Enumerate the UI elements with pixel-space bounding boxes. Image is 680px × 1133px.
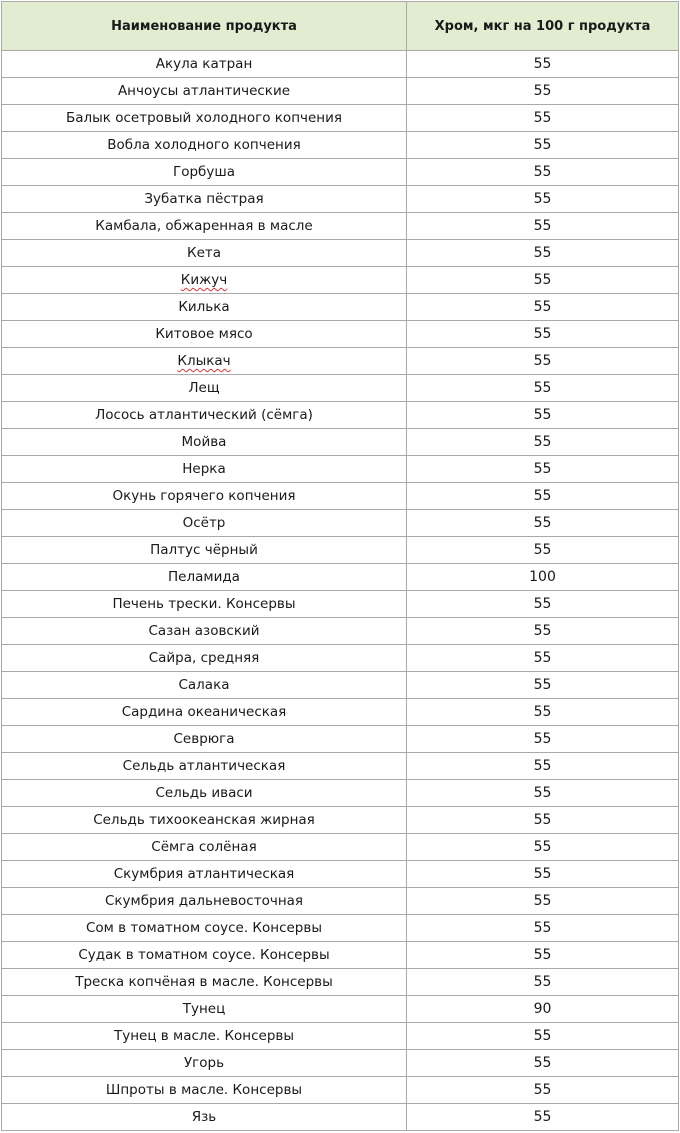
product-name-cell: [2, 672, 407, 699]
chromium-value-cell: 55: [407, 159, 679, 186]
table-row: [2, 1104, 679, 1131]
product-name-cell: [2, 726, 407, 753]
product-name-cell: [2, 888, 407, 915]
chromium-value-cell: 90: [407, 996, 679, 1023]
product-name: Лещ: [188, 380, 220, 396]
table-row: [2, 51, 679, 78]
chromium-value-cell: 55: [407, 213, 679, 240]
product-name: Печень трески. Консервы: [112, 596, 296, 612]
product-name: Судак в томатном соусе. Консервы: [78, 947, 330, 963]
chromium-value-cell: 55: [407, 672, 679, 699]
table-row: [2, 672, 679, 699]
chromium-value-cell: 55: [407, 294, 679, 321]
product-name: Сельдь атлантическая: [122, 758, 286, 774]
table-row: [2, 159, 679, 186]
chromium-value-cell: 55: [407, 51, 679, 78]
product-name: Вобла холодного копчения: [107, 137, 301, 153]
product-name-cell: [2, 105, 407, 132]
table-row: [2, 1050, 679, 1077]
product-name: Скумбрия атлантическая: [113, 866, 295, 882]
table-row: [2, 240, 679, 267]
product-name-cell: [2, 321, 407, 348]
chromium-value-cell: 55: [407, 321, 679, 348]
product-name-cell: [2, 915, 407, 942]
product-name: Балык осетровый холодного копчения: [65, 110, 343, 126]
product-name: Сёмга солёная: [151, 839, 257, 855]
chromium-value-cell: 55: [407, 537, 679, 564]
table-row: [2, 942, 679, 969]
table-row: [2, 132, 679, 159]
product-name: Мойва: [181, 434, 227, 450]
chromium-value-cell: 55: [407, 1023, 679, 1050]
table-row: [2, 294, 679, 321]
product-name-cell: [2, 429, 407, 456]
chromium-value-cell: 55: [407, 591, 679, 618]
chromium-content-table-container: [1, 1, 678, 1131]
product-name: Нерка: [182, 461, 226, 477]
chromium-value-cell: 55: [407, 78, 679, 105]
table-row: [2, 807, 679, 834]
product-name: Горбуша: [172, 164, 235, 180]
table-row: [2, 618, 679, 645]
table-row: [2, 834, 679, 861]
chromium-value-cell: 55: [407, 402, 679, 429]
chromium-value-cell: 55: [407, 942, 679, 969]
product-name-cell: [2, 753, 407, 780]
table-row: [2, 537, 679, 564]
chromium-value-cell: 55: [407, 888, 679, 915]
table-row: [2, 591, 679, 618]
table-row: [2, 645, 679, 672]
chromium-value-cell: 55: [407, 699, 679, 726]
table-body: [2, 51, 679, 1131]
chromium-value-cell: 55: [407, 132, 679, 159]
product-name-cell: [2, 78, 407, 105]
product-name-cell: [2, 348, 407, 375]
product-name-cell: [2, 483, 407, 510]
product-name-cell: [2, 1023, 407, 1050]
table-row: [2, 1023, 679, 1050]
product-name-cell: [2, 1050, 407, 1077]
product-name: Осётр: [182, 515, 226, 531]
table-row: [2, 267, 679, 294]
product-name-cell: [2, 186, 407, 213]
product-name: Килька: [178, 299, 230, 315]
chromium-value-cell: 55: [407, 510, 679, 537]
chromium-value-cell: 55: [407, 618, 679, 645]
product-name-cell: [2, 510, 407, 537]
table-row: [2, 969, 679, 996]
chromium-value-cell: 55: [407, 1104, 679, 1131]
chromium-value-cell: 55: [407, 753, 679, 780]
product-name-cell: [2, 294, 407, 321]
table-row: [2, 753, 679, 780]
chromium-value-cell: 55: [407, 1077, 679, 1104]
table-row: [2, 510, 679, 537]
table-row: [2, 726, 679, 753]
chromium-value-cell: 55: [407, 348, 679, 375]
chromium-value-cell: 55: [407, 645, 679, 672]
product-name-cell: [2, 51, 407, 78]
product-name: Треска копчёная в масле. Консервы: [75, 974, 333, 990]
product-name: Сельдь иваси: [155, 785, 253, 801]
product-name-cell: [2, 1104, 407, 1131]
product-name: Сардина океаническая: [121, 704, 287, 720]
product-name: Угорь: [183, 1055, 225, 1071]
chromium-content-table: [1, 1, 679, 1131]
product-name: Тунец в масле. Консервы: [113, 1028, 295, 1044]
product-name: Окунь горячего копчения: [112, 488, 296, 504]
chromium-value-cell: 55: [407, 105, 679, 132]
product-name-cell: [2, 699, 407, 726]
product-name: Клыкач: [177, 353, 231, 369]
product-name-cell: [2, 132, 407, 159]
product-name-cell: [2, 834, 407, 861]
product-name: Сайра, средняя: [148, 650, 260, 666]
chromium-value-cell: 55: [407, 240, 679, 267]
product-name-cell: [2, 537, 407, 564]
table-header: [2, 2, 679, 51]
product-name-cell: [2, 780, 407, 807]
chromium-value-cell: 55: [407, 456, 679, 483]
product-name: Китовое мясо: [155, 326, 253, 342]
table-row: [2, 321, 679, 348]
product-name: Сельдь тихоокеанская жирная: [93, 812, 315, 828]
product-name-cell: [2, 1077, 407, 1104]
product-name: Пеламида: [168, 569, 240, 585]
table-row: [2, 699, 679, 726]
product-name: Кижуч: [180, 272, 228, 288]
table-row: [2, 1077, 679, 1104]
product-name-cell: [2, 159, 407, 186]
header-product-name: Наименование продукта: [2, 2, 407, 51]
header-chromium-value: Хром, мкг на 100 г продукта: [407, 2, 679, 51]
table-row: [2, 348, 679, 375]
product-name: Тунец: [182, 1001, 226, 1017]
product-name-cell: [2, 267, 407, 294]
table-row: [2, 402, 679, 429]
table-row: [2, 78, 679, 105]
table-row: [2, 780, 679, 807]
product-name-cell: [2, 213, 407, 240]
product-name: Палтус чёрный: [150, 542, 258, 558]
table-row: [2, 564, 679, 591]
product-name: Шпроты в масле. Консервы: [105, 1082, 303, 1098]
table-row: [2, 456, 679, 483]
product-name-cell: [2, 645, 407, 672]
table-row: [2, 483, 679, 510]
product-name-cell: [2, 240, 407, 267]
table-row: [2, 996, 679, 1023]
product-name: Сазан азовский: [148, 623, 260, 639]
table-row: [2, 861, 679, 888]
chromium-value-cell: 55: [407, 483, 679, 510]
chromium-value-cell: 55: [407, 915, 679, 942]
product-name: Анчоусы атлантические: [117, 83, 291, 99]
table-row: [2, 186, 679, 213]
product-name: Скумбрия дальневосточная: [104, 893, 304, 909]
product-name-cell: [2, 402, 407, 429]
product-name: Сом в томатном соусе. Консервы: [86, 920, 322, 936]
product-name-cell: [2, 807, 407, 834]
table-row: [2, 105, 679, 132]
chromium-value-cell: 55: [407, 834, 679, 861]
product-name-cell: [2, 591, 407, 618]
chromium-value-cell: 100: [407, 564, 679, 591]
product-name: Кета: [186, 245, 222, 261]
product-name: Салака: [178, 677, 230, 693]
product-name: Севрюга: [173, 731, 235, 747]
product-name-cell: [2, 375, 407, 402]
product-name: Камбала, обжаренная в масле: [95, 218, 313, 234]
product-name-cell: [2, 618, 407, 645]
table-row: [2, 375, 679, 402]
chromium-value-cell: 55: [407, 1050, 679, 1077]
table-row: [2, 429, 679, 456]
product-name-cell: [2, 942, 407, 969]
product-name: Зубатка пёстрая: [144, 191, 264, 207]
chromium-value-cell: 55: [407, 429, 679, 456]
product-name-cell: [2, 861, 407, 888]
chromium-value-cell: 55: [407, 780, 679, 807]
chromium-value-cell: 55: [407, 375, 679, 402]
table-row: [2, 915, 679, 942]
product-name: Акула катран: [155, 56, 253, 72]
table-row: [2, 213, 679, 240]
product-name-cell: [2, 564, 407, 591]
chromium-value-cell: 55: [407, 186, 679, 213]
chromium-value-cell: 55: [407, 861, 679, 888]
product-name: Язь: [191, 1109, 217, 1125]
chromium-value-cell: 55: [407, 969, 679, 996]
chromium-value-cell: 55: [407, 807, 679, 834]
table-row: [2, 888, 679, 915]
product-name-cell: [2, 969, 407, 996]
product-name-cell: [2, 456, 407, 483]
chromium-value-cell: 55: [407, 267, 679, 294]
chromium-value-cell: 55: [407, 726, 679, 753]
product-name-cell: [2, 996, 407, 1023]
header-row: [2, 2, 679, 51]
product-name: Лосось атлантический (сёмга): [95, 407, 313, 423]
